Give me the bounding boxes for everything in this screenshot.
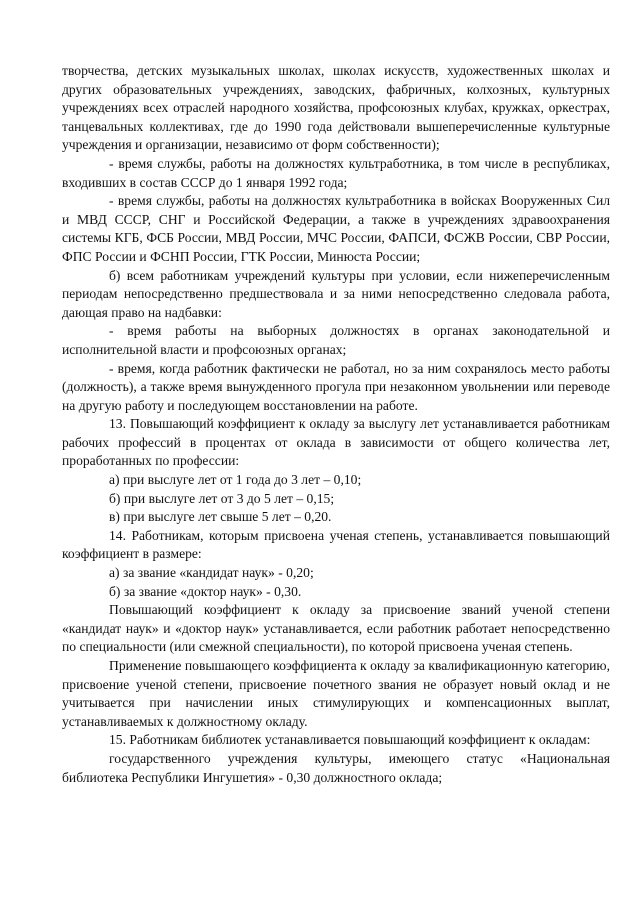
list-item-14b: б) за звание «доктор наук» - 0,30.	[109, 583, 302, 599]
paragraph-service-republics: - время службы, работы на должностях культработника, в том числе в республиках, входивших в состав СССР до 1 января 1992 года;	[62, 155, 610, 190]
document-page	[62, 62, 610, 787]
paragraph-elected-positions: - время работы на выборных должностях в органах законодательной и исполнительной власти и профсоюзных органах;	[62, 323, 610, 357]
paragraph-item-b: б) всем работникам учреждений культуры при условии, если нижеперечисленным периодам непосредственно предшествовала и за ними непосредственно следовала работа, дающая право на надбавки:	[62, 267, 610, 320]
paragraph-section-13: 13. Повышающий коэффициент к окладу за выслугу лет устанавливается работникам рабочих профессий в процентах от оклада в зависимости от общего количества лет, проработанных по профессии:	[62, 416, 610, 469]
list-item-13b: б) при выслуге лет от 3 до 5 лет – 0,15;	[109, 490, 335, 506]
list-item-14a: а) за звание «кандидат наук» - 0,20;	[109, 565, 314, 581]
paragraph-job-retained: - время, когда работник фактически не работал, но за ним сохранялось место работы (должность), а также время вынужденного прогула при незаконном увольнении или переводе на другую работу и последующем восстановлении на работе.	[62, 360, 610, 413]
paragraph-continuation: творчества, детских музыкальных школах, школах искусств, художественных школах и других образовательных учреждениях, заводских, фабричных, колхозных, культурных учреждениях всех отраслей народного хозяйства, профсоюзных клубах, кружках, оркестрах, танцевальных коллективах, где до 1990 года действовали вышеперечисленные культурные учреждения и организации, независимо от форм собственности);	[62, 63, 610, 153]
paragraph-section-14: 14. Работникам, которым присвоена ученая степень, устанавливается повышающий коэффициент в размере:	[62, 527, 610, 562]
paragraph-service-armed-forces: - время службы, работы на должностях культработника в войсках Вооруженных Сил и МВД СССР, СНГ и Российской Федерации, а также в учреждениях здравоохранения системы КГБ, ФСБ России, МВД России, МЧС России, ФАПСИ, ФСЖВ России, СВР России, ФПС России и ФСНП России, ГТК России, Минюста России;	[62, 193, 610, 264]
paragraph-section-15: 15. Работникам библиотек устанавливается повышающий коэффициент к окладам:	[109, 732, 591, 748]
list-item-13c: в) при выслуге лет свыше 5 лет – 0,20.	[109, 509, 332, 525]
list-item-13a: а) при выслуге лет от 1 года до 3 лет – 0,10;	[109, 472, 362, 488]
paragraph-national-library: государственного учреждения культуры, имеющего статус «Национальная библиотека Республики Ингушетия» - 0,30 должностного оклада;	[62, 750, 610, 785]
paragraph-coefficient-application: Применение повышающего коэффициента к окладу за квалификационную категорию, присвоение ученой степени, присвоение почетного звания не образует новый оклад и не учитывается при начислении иных стимулирующих и компенсационных выплат, устанавливаемых к должностному окладу.	[62, 658, 610, 729]
paragraph-degree-coefficient: Повышающий коэффициент к окладу за присвоение званий ученой степени «кандидат наук» и «доктор наук» устанавливается, если работник работает непосредственно по специальности (или смежной специальности), по которой присвоена ученая степень.	[62, 602, 610, 655]
